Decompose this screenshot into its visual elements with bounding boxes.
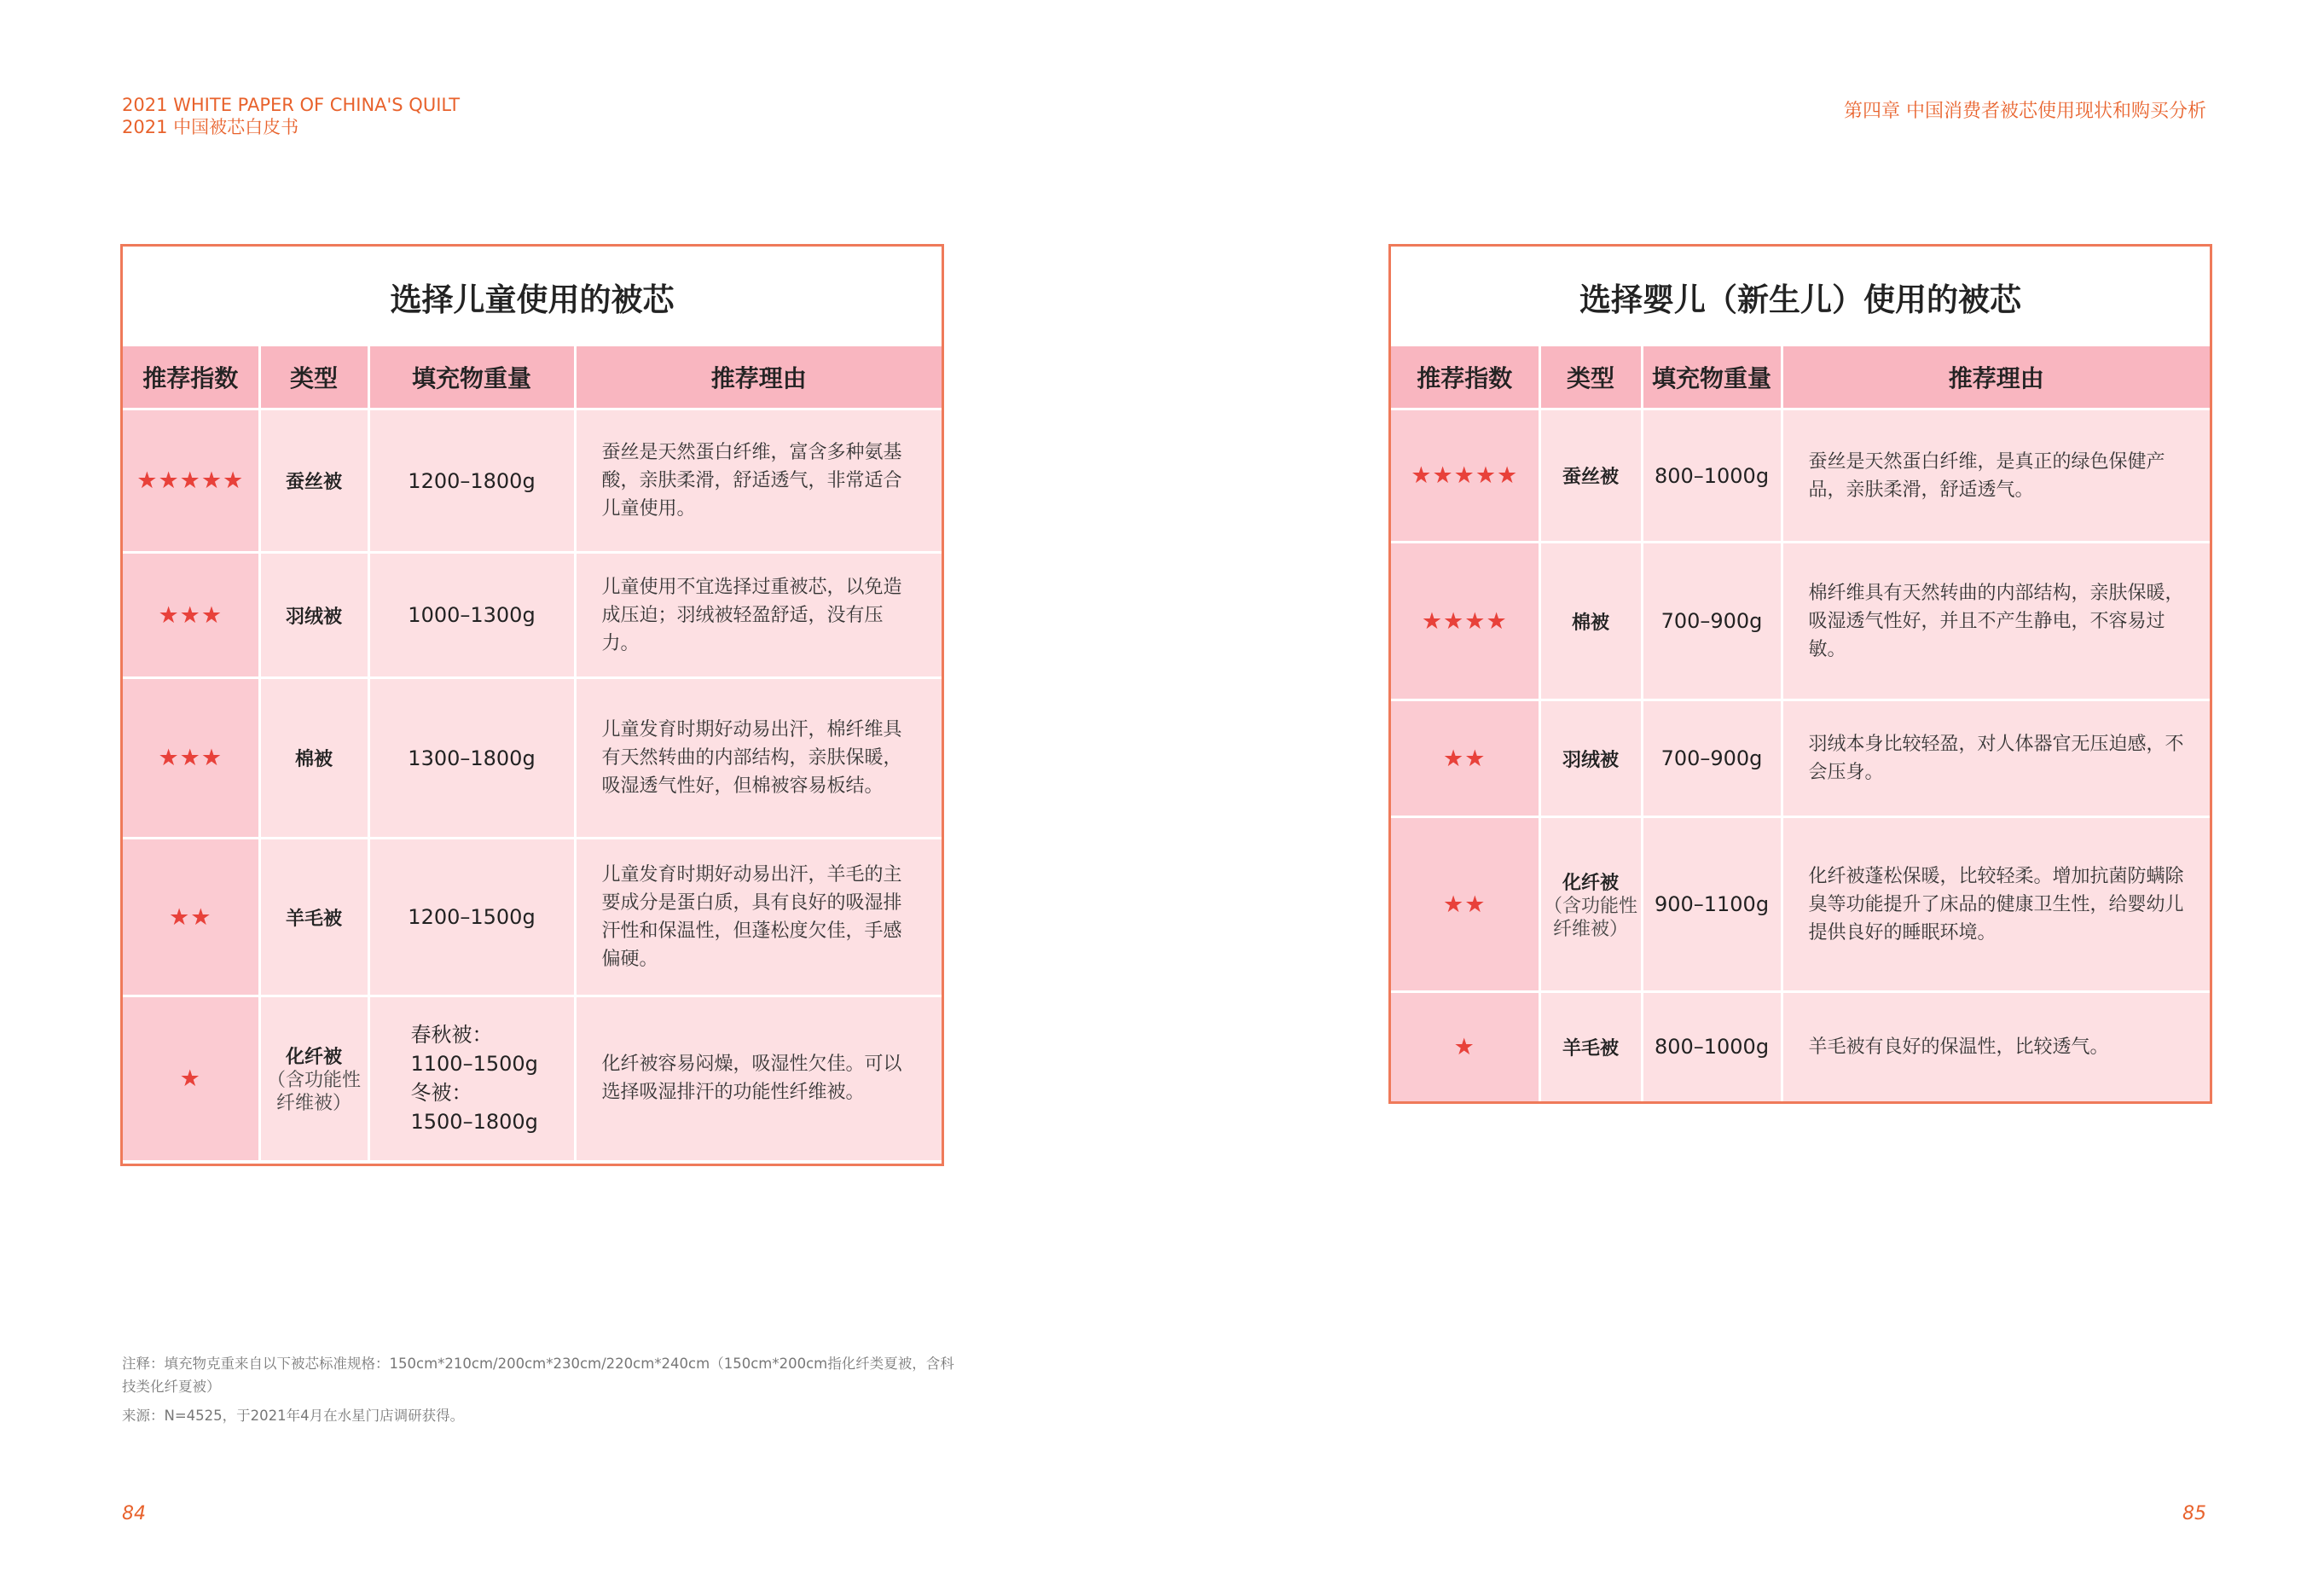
col-type: 类型 xyxy=(259,346,368,409)
table-row xyxy=(123,839,942,996)
col-reason: 推荐理由 xyxy=(575,346,942,409)
header-chinese-title: 2021 中国被芯白皮书 xyxy=(122,117,299,137)
table-row xyxy=(123,996,942,1160)
quilt-type: 棉被 xyxy=(259,678,368,839)
col-weight: 填充物重量 xyxy=(1642,346,1782,409)
rating-stars: ★ xyxy=(1391,992,1539,1101)
header-english-title: 2021 WHITE PAPER OF CHINA'S QUILT xyxy=(122,95,461,115)
quilt-type: 羊毛被 xyxy=(259,839,368,996)
fill-weight: 1200–1500g xyxy=(368,839,575,996)
quilt-type-name: 化纤被 xyxy=(1562,872,1619,894)
reason-text: 棉纤维具有天然转曲的内部结构，亲肤保暖，吸湿透气性好，并且不产生静电，不容易过敏。 xyxy=(1782,543,2210,700)
weight-winter-label: 冬被： xyxy=(410,1081,472,1106)
fill-weight xyxy=(368,996,575,1160)
rating-stars: ★★★★★ xyxy=(1391,409,1539,543)
quilt-type: 羽绒被 xyxy=(259,553,368,678)
rating-stars: ★★★ xyxy=(123,553,259,678)
reason-text: 蚕丝是天然蛋白纤维，是真正的绿色保健产品，亲肤柔滑，舒适透气。 xyxy=(1782,409,2210,543)
reason-text: 儿童发育时期好动易出汗，羊毛的主要成分是蛋白质，具有良好的吸湿排汗性和保温性，但蓬松度欠佳，手感偏硬。 xyxy=(575,839,942,996)
page-number-right: 85 xyxy=(2182,1503,2206,1524)
chapter-title: 第四章 中国消费者被芯使用现状和购买分析 xyxy=(1844,101,2206,122)
table-row xyxy=(1391,992,2210,1101)
table-title: 选择婴儿（新生儿）使用的被芯 xyxy=(1579,281,2021,318)
rating-stars: ★★★★ xyxy=(1391,543,1539,700)
fill-weight: 1200–1800g xyxy=(368,409,575,553)
weight-season-label: 春秋被： xyxy=(410,1023,493,1048)
table-row xyxy=(123,409,942,553)
rating-stars: ★★ xyxy=(123,839,259,996)
quilt-type: 蚕丝被 xyxy=(259,409,368,553)
rating-stars: ★ xyxy=(123,996,259,1160)
table-row xyxy=(1391,700,2210,817)
table-row xyxy=(1391,409,2210,543)
quilt-type: 羽绒被 xyxy=(1539,700,1642,817)
fill-weight: 1000–1300g xyxy=(368,553,575,678)
weight-winter-value: 1500–1800g xyxy=(410,1110,538,1135)
reason-text: 化纤被容易闷燥，吸湿性欠佳。可以选择吸湿排汗的功能性纤维被。 xyxy=(575,996,942,1160)
reason-text: 羊毛被有良好的保温性，比较透气。 xyxy=(1782,992,2210,1101)
source-note: 来源：N=4525，于2021年4月在水星门店调研获得。 xyxy=(122,1408,465,1424)
table-row xyxy=(1391,817,2210,992)
fill-weight: 800–1000g xyxy=(1642,409,1782,543)
fill-weight: 900–1100g xyxy=(1642,817,1782,992)
rating-stars: ★★ xyxy=(1391,817,1539,992)
rating-stars: ★★★ xyxy=(123,678,259,839)
recommendation-table xyxy=(1391,346,2210,1101)
quilt-type-name: 化纤被 xyxy=(285,1046,342,1068)
col-rating: 推荐指数 xyxy=(123,346,259,409)
rating-stars: ★★ xyxy=(1391,700,1539,817)
running-header-left xyxy=(122,94,460,138)
fill-weight: 1300–1800g xyxy=(368,678,575,839)
footnote: 注释：填充物克重来自以下被芯标准规格：150cm*210cm/200cm*230cm/220cm*240cm（150cm*200cm指化纤类夏被，含科技类化纤夏被） xyxy=(122,1356,954,1395)
quilt-type xyxy=(1539,817,1642,992)
infant-quilt-table xyxy=(1388,244,2212,1104)
table-title: 选择儿童使用的被芯 xyxy=(390,281,675,318)
table-row xyxy=(1391,543,2210,700)
recommendation-table xyxy=(123,346,942,1160)
table-row xyxy=(123,553,942,678)
col-weight: 填充物重量 xyxy=(368,346,575,409)
quilt-type: 棉被 xyxy=(1539,543,1642,700)
reason-text: 蚕丝是天然蛋白纤维，富含多种氨基酸，亲肤柔滑，舒适透气，非常适合儿童使用。 xyxy=(575,409,942,553)
table-row xyxy=(123,678,942,839)
quilt-type: 蚕丝被 xyxy=(1539,409,1642,543)
quilt-type xyxy=(259,996,368,1160)
rating-stars: ★★★★★ xyxy=(123,409,259,553)
page-number-left: 84 xyxy=(122,1503,146,1524)
col-reason: 推荐理由 xyxy=(1782,346,2210,409)
col-type: 类型 xyxy=(1539,346,1642,409)
col-rating: 推荐指数 xyxy=(1391,346,1539,409)
fill-weight: 700–900g xyxy=(1642,700,1782,817)
reason-text: 儿童使用不宜选择过重被芯，以免造成压迫；羽绒被轻盈舒适，没有压力。 xyxy=(575,553,942,678)
quilt-type-sub: （含功能性纤维被） xyxy=(1543,895,1637,940)
fill-weight: 800–1000g xyxy=(1642,992,1782,1101)
children-quilt-table xyxy=(120,244,944,1166)
reason-text: 化纤被蓬松保暖，比较轻柔。增加抗菌防螨除臭等功能提升了床品的健康卫生性，给婴幼儿提供良好的睡眠环境。 xyxy=(1782,817,2210,992)
reason-text: 羽绒本身比较轻盈，对人体器官无压迫感，不会压身。 xyxy=(1782,700,2210,817)
reason-text: 儿童发育时期好动易出汗，棉纤维具有天然转曲的内部结构，亲肤保暖，吸湿透气性好，但棉被容易板结。 xyxy=(575,678,942,839)
quilt-type: 羊毛被 xyxy=(1539,992,1642,1101)
weight-season-value: 1100–1500g xyxy=(410,1052,538,1077)
quilt-type-sub: （含功能性纤维被） xyxy=(266,1069,361,1114)
fill-weight: 700–900g xyxy=(1642,543,1782,700)
